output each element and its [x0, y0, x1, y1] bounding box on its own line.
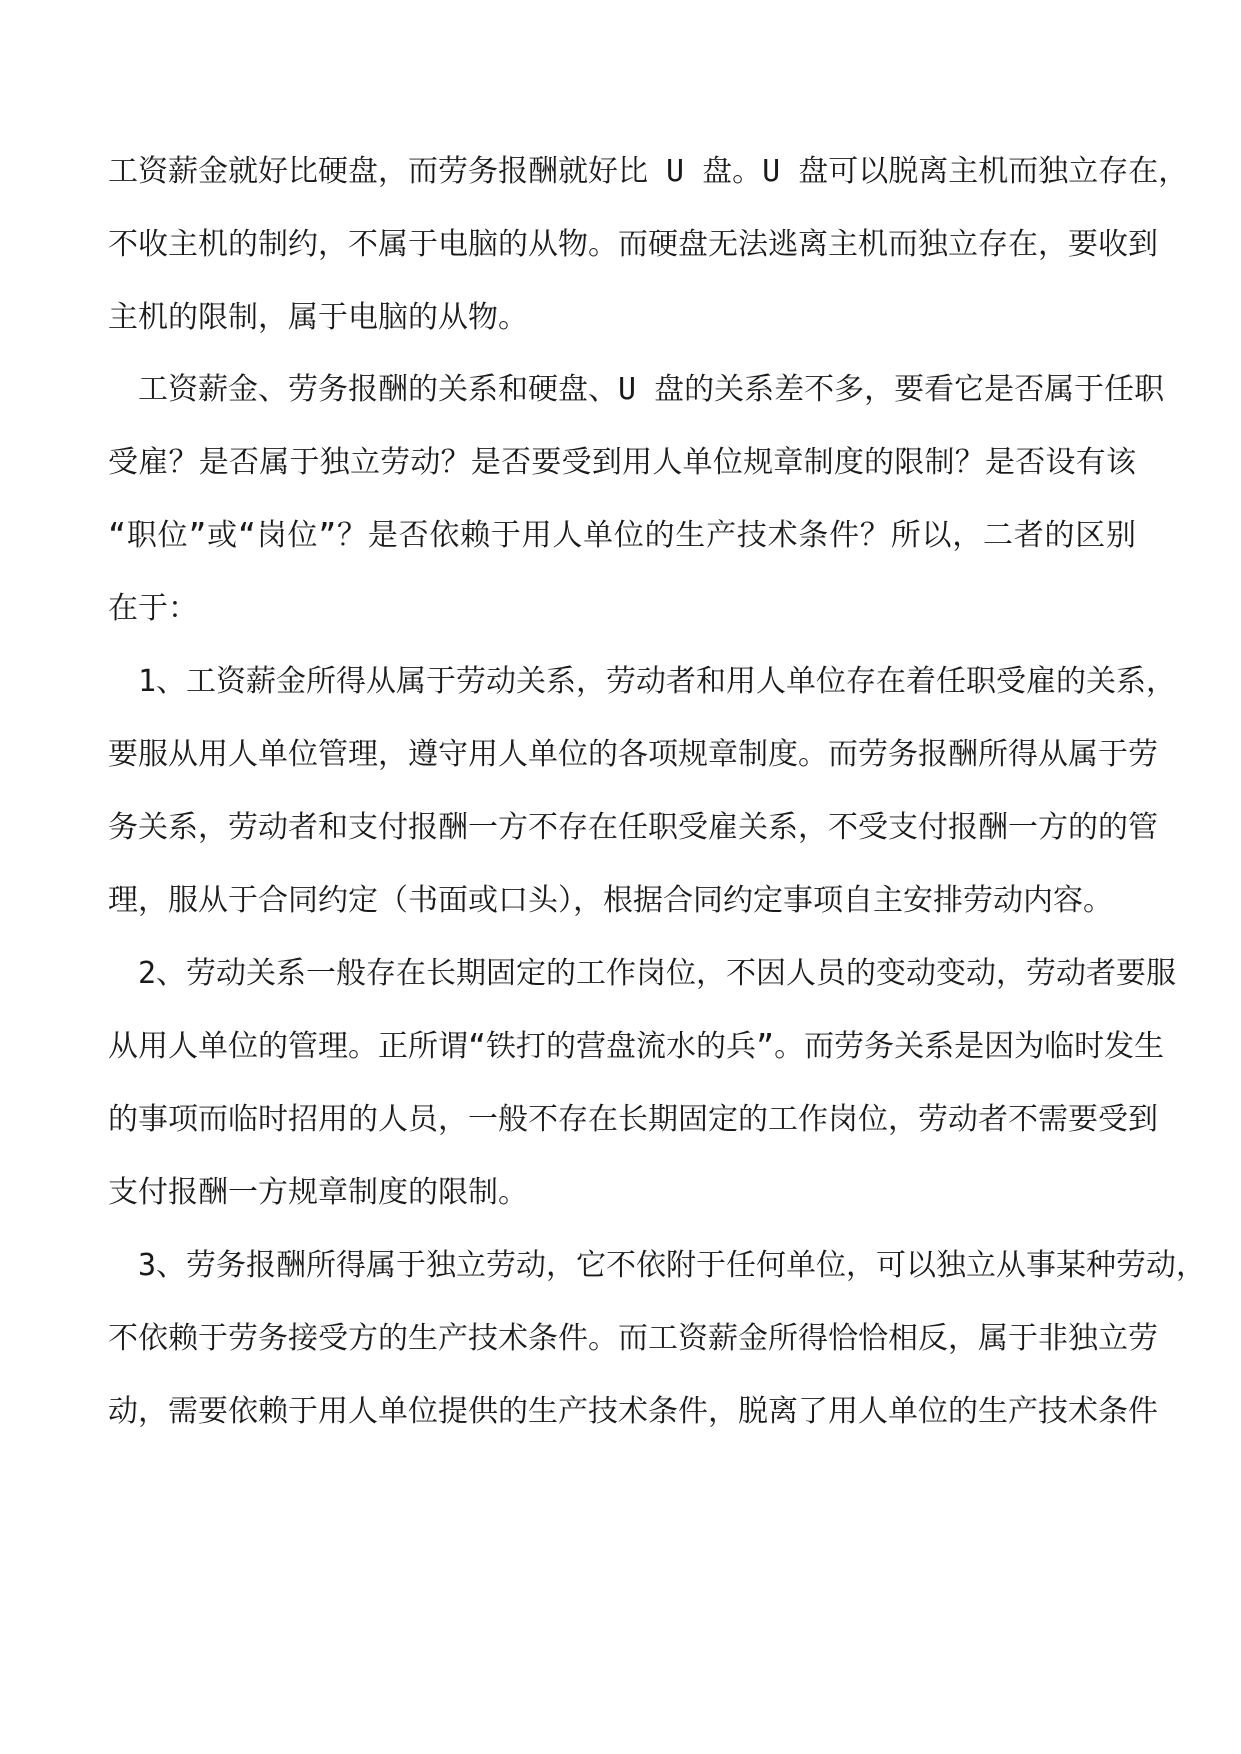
text-line: 1、工资薪金所得从属于劳动关系，劳动者和用人单位存在着任职受雇的关系，: [138, 664, 1177, 699]
text-line: 的事项而临时招用的人员，一般不存在长期固定的工作岗位，劳动者不需要受到: [108, 1102, 1158, 1137]
text-line: 在于：: [108, 591, 198, 626]
text-line: 工资薪金、劳务报酬的关系和硬盘、U 盘的关系差不多，要看它是否属于任职: [138, 372, 1165, 407]
text-line: “职位”或“岗位”？是否依赖于用人单位的生产技术条件？所以，二者的区别: [108, 518, 1136, 553]
text-line: 动，需要依赖于用人单位提供的生产技术条件，脱离了用人单位的生产技术条件: [108, 1394, 1158, 1429]
text-line: 务关系，劳动者和支付报酬一方不存在任职受雇关系，不受支付报酬一方的的管: [108, 810, 1158, 845]
text-line: 工资薪金就好比硬盘，而劳务报酬就好比 U 盘。U 盘可以脱离主机而独立存在，: [108, 154, 1189, 189]
text-line: 不收主机的制约，不属于电脑的从物。而硬盘无法逃离主机而独立存在，要收到: [108, 227, 1158, 262]
text-line: 主机的限制，属于电脑的从物。: [108, 300, 528, 335]
text-line: 要服从用人单位管理，遵守用人单位的各项规章制度。而劳务报酬所得从属于劳: [108, 737, 1158, 772]
text-line: 从用人单位的管理。正所谓“铁打的营盘流水的兵”。而劳务关系是因为临时发生: [108, 1029, 1165, 1064]
text-line: 理，服从于合同约定（书面或口头），根据合同约定事项自主安排劳动内容。: [108, 883, 1113, 918]
text-line: 3、劳务报酬所得属于独立劳动，它不依附于任何单位，可以独立从事某种劳动，: [138, 1248, 1207, 1283]
text-line: 受雇？是否属于独立劳动？是否要受到用人单位规章制度的限制？是否设有该: [108, 445, 1136, 480]
text-line: 支付报酬一方规章制度的限制。: [108, 1175, 528, 1210]
text-line: 2、劳动关系一般存在长期固定的工作岗位，不因人员的变动变动，劳动者要服: [138, 956, 1177, 991]
text-line: 不依赖于劳务接受方的生产技术条件。而工资薪金所得恰恰相反，属于非独立劳: [108, 1321, 1158, 1356]
